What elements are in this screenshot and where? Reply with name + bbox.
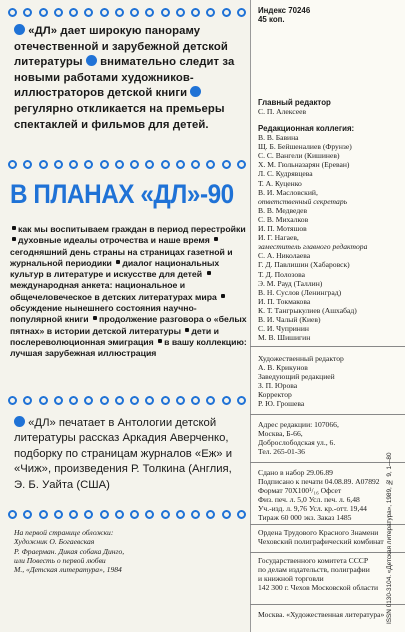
bullet-dot-icon bbox=[14, 24, 25, 35]
ring-ornament-icon bbox=[176, 160, 185, 169]
ring-ornament-icon bbox=[206, 510, 215, 519]
board-member: Щ. Б. Бейшеналиев (Фрунзе) bbox=[258, 142, 352, 152]
print-detail-line: Подписано к печати 04.08.89. А07892 bbox=[258, 477, 380, 487]
chief-editor-title: Главный редактор bbox=[258, 98, 331, 107]
board-member: В. Н. Суслов (Ленинград) bbox=[258, 287, 342, 297]
ring-ornament-icon bbox=[206, 396, 215, 405]
ring-ornament-icon bbox=[145, 8, 154, 17]
board-member: Э. М. Рауд (Таллин) bbox=[258, 278, 323, 288]
print-detail-line: Формат 70Х100¹/₁₆ Офсет bbox=[258, 486, 342, 496]
intro-segment: регулярно откликается на премьеры спектаклей и фильмов для детей. bbox=[14, 102, 225, 131]
address-block bbox=[258, 420, 383, 456]
plan-item: международная анкета: национальное и общечеловеческое в детских литературах мира bbox=[10, 280, 217, 302]
board-member: С. С. Вангели (Кишинев) bbox=[258, 151, 340, 161]
ring-ornament-icon bbox=[115, 396, 124, 405]
committee-line: по делам издательств, полиграфии bbox=[258, 565, 370, 575]
ring-ornament-icon bbox=[206, 160, 215, 169]
bullet-dot-icon bbox=[14, 416, 25, 427]
ring-ornament-icon bbox=[237, 160, 246, 169]
ring-ornament-icon bbox=[23, 160, 32, 169]
print-detail-line: Сдано в набор 29.06.89 bbox=[258, 468, 333, 477]
committee-line: Государственного комитета СССР bbox=[258, 556, 369, 565]
bottom-ring-border bbox=[8, 508, 246, 520]
plan-item: сегодняшний день страны на страницах газетной и журнальной периодики bbox=[10, 246, 233, 268]
divider bbox=[250, 346, 405, 347]
board-role: заместитель главного редактора bbox=[258, 242, 368, 252]
square-bullet-icon bbox=[158, 339, 162, 343]
ring-ornament-icon bbox=[191, 510, 200, 519]
printer-block bbox=[258, 528, 383, 546]
board-member: Х. М. Гюльназарян (Ереван) bbox=[258, 160, 350, 170]
board-member: Л. С. Кудрявцева bbox=[258, 169, 313, 179]
divider bbox=[250, 604, 405, 605]
ring-ornament-icon bbox=[39, 510, 48, 519]
ring-ornament-icon bbox=[130, 160, 139, 169]
caption-line: М., «Детская литература», 1984 bbox=[14, 565, 122, 575]
committee-line: и книжной торговли bbox=[258, 574, 324, 584]
ring-ornament-icon bbox=[100, 510, 109, 519]
staff-block bbox=[258, 354, 403, 409]
address-line: Адрес редакции: 107066, bbox=[258, 420, 339, 429]
bullet-dot-icon bbox=[190, 86, 201, 97]
board-member: Т. Д. Полозова bbox=[258, 269, 306, 279]
ring-ornament-icon bbox=[191, 160, 200, 169]
ring-ornament-icon bbox=[54, 8, 63, 17]
ring-ornament-icon bbox=[237, 510, 246, 519]
issn-vertical-text: ISSN 0130-3104. «Детская литература», 1989, № 9, 1—80 bbox=[386, 452, 393, 624]
chief-editor-block bbox=[258, 98, 403, 116]
ring-ornament-icon bbox=[23, 510, 32, 519]
square-bullet-icon bbox=[116, 260, 120, 264]
ring-ornament-icon bbox=[115, 8, 124, 17]
ring-ornament-icon bbox=[176, 8, 185, 17]
board-member: В. И. Чалый (Киев) bbox=[258, 314, 321, 324]
board-role: ответственный секретарь bbox=[258, 196, 348, 206]
ring-ornament-icon bbox=[145, 396, 154, 405]
bullet-dot-icon bbox=[86, 55, 97, 66]
caption-line: Художник О. Богаевская bbox=[14, 537, 95, 547]
staff-line: Художественный редактор bbox=[258, 354, 344, 363]
address-line: Москва, Б-66, bbox=[258, 429, 303, 439]
ring-ornament-icon bbox=[39, 8, 48, 17]
ring-ornament-icon bbox=[130, 8, 139, 17]
price: 45 коп. bbox=[258, 15, 285, 25]
ring-ornament-icon bbox=[191, 8, 200, 17]
anthology-paragraph: «ДЛ» печатает в Антологии детской литературы рассказ Аркадия Аверченко, подборку по страницам журналов «Еж» и «Чиж», произведения Р. Толкина (Англия, Э. Б. Уайта (США) bbox=[14, 417, 233, 491]
staff-line: Заведующий редакцией bbox=[258, 372, 335, 382]
editorial-board bbox=[258, 124, 403, 342]
board-member: В. В. Медведев bbox=[258, 205, 308, 215]
ring-ornament-icon bbox=[69, 396, 78, 405]
ring-ornament-icon bbox=[8, 160, 17, 169]
staff-line: Р. Ю. Грошева bbox=[258, 399, 305, 409]
ring-ornament-icon bbox=[161, 396, 170, 405]
caption-line: или Повесть о первой любви bbox=[14, 555, 106, 565]
staff-line: А. В. Крикунов bbox=[258, 363, 308, 373]
plan-item: дети и послереволюционная эмиграция bbox=[10, 325, 220, 347]
ring-ornament-icon bbox=[8, 396, 17, 405]
square-bullet-icon bbox=[12, 237, 16, 241]
ring-ornament-icon bbox=[237, 396, 246, 405]
plan-item: как мы воспитываем граждан в период перестройки bbox=[18, 224, 246, 234]
board-member: В. И. Масловский, bbox=[258, 187, 318, 197]
ring-ornament-icon bbox=[84, 8, 93, 17]
ring-ornament-icon bbox=[39, 160, 48, 169]
ring-ornament-icon bbox=[222, 8, 231, 17]
ring-ornament-icon bbox=[222, 510, 231, 519]
ring-ornament-icon bbox=[176, 510, 185, 519]
print-block bbox=[258, 468, 383, 523]
index-number: Индекс 70246 bbox=[258, 6, 311, 15]
intro-segment: внимательно следит за новыми работами художников-иллюстраторов детской книги bbox=[14, 56, 235, 100]
board-title: Редакционная коллегия: bbox=[258, 124, 355, 133]
ring-ornament-icon bbox=[161, 510, 170, 519]
ring-ornament-icon bbox=[176, 396, 185, 405]
publisher-block bbox=[258, 610, 383, 619]
ring-ornament-icon bbox=[84, 510, 93, 519]
ring-ornament-icon bbox=[54, 396, 63, 405]
committee-line: 142 300 г. Чехов Московской области bbox=[258, 583, 379, 593]
address-line: Тел. 265-01-36 bbox=[258, 447, 305, 457]
board-member: И. П. Мотяшов bbox=[258, 224, 307, 234]
ring-ornament-icon bbox=[115, 510, 124, 519]
plan-item: продолжение разговора о «белых пятнах» в истории детской литературы bbox=[10, 314, 247, 336]
staff-line: З. П. Юрова bbox=[258, 381, 298, 391]
ring-ornament-icon bbox=[69, 160, 78, 169]
ring-ornament-icon bbox=[69, 510, 78, 519]
address-line: Доброслободская ул., 6. bbox=[258, 438, 336, 448]
ring-ornament-icon bbox=[145, 160, 154, 169]
ring-ornament-icon bbox=[130, 396, 139, 405]
board-member: Т. А. Куценко bbox=[258, 178, 302, 188]
ring-ornament-icon bbox=[54, 160, 63, 169]
intro-segment: «ДЛ» дает широкую панораму отечественной и зарубежной детской литературы bbox=[14, 25, 228, 69]
print-detail-line: Физ. печ. л. 5,0 Усл. печ. л. 6,48 bbox=[258, 495, 360, 505]
caption-line: Р. Фраерман. Дикая собака Динго, bbox=[14, 546, 125, 556]
board-member: И. П. Токмакова bbox=[258, 296, 311, 306]
plans-banner: В ПЛАНАХ «ДЛ»-90 bbox=[10, 179, 234, 209]
chief-editor-name: С. П. Алексеев bbox=[258, 107, 307, 117]
board-member: В. В. Бавина bbox=[258, 133, 299, 143]
ring-ornament-icon bbox=[237, 8, 246, 17]
board-member: М. В. Шишигин bbox=[258, 333, 311, 343]
ring-ornament-icon bbox=[115, 160, 124, 169]
ring-ornament-icon bbox=[69, 8, 78, 17]
plan-item: диалог национальных культур в литературе и искусстве для детей bbox=[10, 257, 220, 280]
ring-ornament-icon bbox=[23, 8, 32, 17]
staff-line: Корректор bbox=[258, 390, 292, 400]
price-block bbox=[258, 6, 403, 24]
square-bullet-icon bbox=[93, 316, 97, 320]
ring-ornament-icon bbox=[23, 396, 32, 405]
ring-ornament-icon bbox=[100, 8, 109, 17]
square-bullet-icon bbox=[221, 294, 225, 298]
ring-ornament-icon bbox=[145, 510, 154, 519]
anthology-text bbox=[14, 416, 246, 493]
square-bullet-icon bbox=[185, 328, 189, 332]
board-member: С. А. Николаева bbox=[258, 251, 311, 261]
ring-ornament-icon bbox=[130, 510, 139, 519]
printer-line: Ордена Трудового Красного Знамени bbox=[258, 528, 379, 537]
ring-ornament-icon bbox=[206, 8, 215, 17]
ring-ornament-icon bbox=[84, 396, 93, 405]
ring-ornament-icon bbox=[222, 396, 231, 405]
plan-item: обсуждение нынешнего состояния научно-популярной книги bbox=[10, 303, 197, 325]
square-bullet-icon bbox=[12, 226, 16, 230]
intro-text bbox=[14, 24, 246, 133]
ring-ornament-icon bbox=[191, 396, 200, 405]
board-member: И. Г. Нагаев, bbox=[258, 233, 299, 243]
publisher-line: Москва. «Художественная литература» bbox=[258, 610, 385, 619]
board-member: Г. Д. Павлишин (Хабаровск) bbox=[258, 260, 350, 270]
plan-item: в вашу коллекцию: лучшая зарубежная иллюстрация bbox=[10, 336, 247, 359]
ring-ornament-icon bbox=[100, 160, 109, 169]
ring-ornament-icon bbox=[8, 510, 17, 519]
divider bbox=[250, 414, 405, 415]
ring-ornament-icon bbox=[39, 396, 48, 405]
committee-block bbox=[258, 556, 383, 592]
top-ring-border bbox=[8, 6, 246, 18]
square-bullet-icon bbox=[207, 271, 211, 275]
ring-ornament-icon bbox=[8, 8, 17, 17]
board-member: К. Т. Тангрыкулиев (Ашхабад) bbox=[258, 305, 357, 315]
caption-line: На первой странице обложки: bbox=[14, 528, 114, 537]
plan-item: духовные идеалы отрочества и наше время bbox=[18, 235, 210, 246]
ring-ornament-icon bbox=[84, 160, 93, 169]
ring-ornament-icon bbox=[161, 160, 170, 169]
ring-ornament-icon bbox=[161, 8, 170, 17]
print-detail-line: Уч.-изд. л. 9,76 Усл. кр.-отт. 19,44 bbox=[258, 504, 367, 514]
board-member: С. И. Чупринин bbox=[258, 324, 309, 334]
square-bullet-icon bbox=[214, 237, 218, 241]
divider bbox=[250, 524, 405, 525]
ring-ornament-icon bbox=[222, 160, 231, 169]
divider bbox=[250, 552, 405, 553]
print-detail-line: Тираж 60 000 экз. Заказ 1485 bbox=[258, 513, 352, 523]
ring-ornament-icon bbox=[54, 510, 63, 519]
ring-ornament-icon bbox=[100, 396, 109, 405]
board-member: С. В. Михалков bbox=[258, 214, 309, 224]
printer-line: Чеховский полиграфический комбинат bbox=[258, 537, 384, 547]
cover-caption bbox=[14, 528, 246, 574]
divider bbox=[250, 462, 405, 463]
lower-ring-border bbox=[8, 394, 246, 406]
plans-list bbox=[10, 224, 248, 360]
middle-ring-border bbox=[8, 158, 246, 170]
